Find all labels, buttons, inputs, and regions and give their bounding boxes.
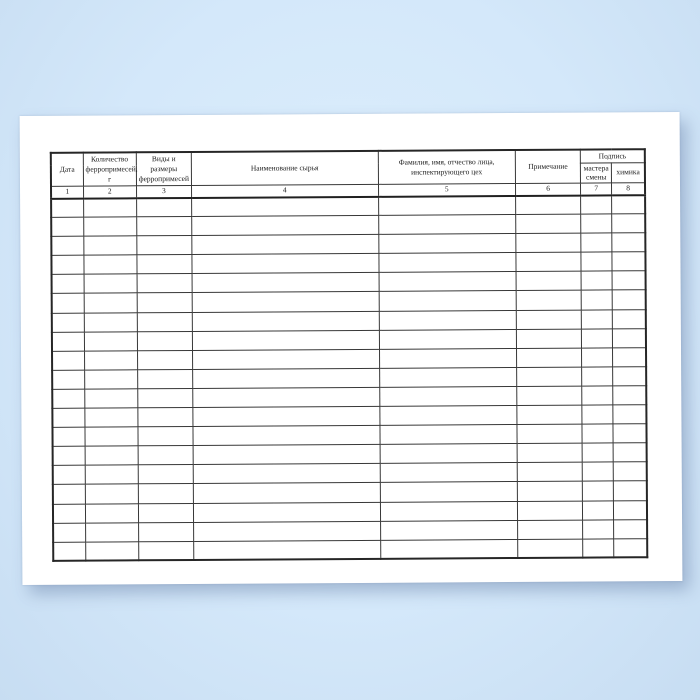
empty-cell [53,504,85,523]
col-header-chemist: химика [612,162,645,183]
empty-cell [612,214,645,233]
empty-cell [378,215,516,235]
empty-cell [193,483,380,503]
col-header-shift-master: мастера смены [581,162,612,183]
empty-cell [379,386,517,406]
empty-cell [517,443,582,462]
column-number: 6 [515,183,580,195]
empty-cell [192,292,379,312]
column-number: 7 [581,183,612,195]
empty-cell [51,255,83,274]
column-number: 1 [51,186,83,198]
empty-cell [612,290,645,309]
empty-cell [517,501,582,520]
empty-cell [581,290,612,309]
col-header-quantity: Количество ферропримесей, г [83,152,136,186]
column-number: 3 [136,185,191,197]
empty-cell [613,367,646,386]
header-row [51,149,645,166]
empty-cell [137,312,192,331]
empty-cell [137,350,192,369]
empty-cell [378,195,516,215]
empty-cell [53,485,85,504]
empty-cell [517,481,582,500]
empty-cell [380,463,518,483]
empty-cell [52,370,84,389]
empty-cell [83,217,136,236]
empty-cell [53,523,85,542]
table-body [51,195,647,561]
empty-cell [613,328,646,347]
col-header-date: Дата [51,153,83,187]
empty-cell [138,541,193,560]
empty-cell [516,214,581,233]
document-page [20,112,683,585]
empty-cell [192,254,379,274]
column-number: 2 [83,186,136,198]
empty-cell [138,407,193,426]
empty-cell [613,424,646,443]
column-number: 8 [612,183,645,195]
empty-cell [84,331,137,350]
empty-cell [84,389,137,408]
empty-cell [517,405,582,424]
empty-cell [612,252,645,271]
empty-cell [518,520,583,539]
empty-cell [52,313,84,332]
empty-cell [581,309,612,328]
empty-cell [613,309,646,328]
column-number: 5 [378,183,516,196]
empty-cell [138,427,193,446]
empty-cell [380,425,518,445]
empty-cell [51,236,83,255]
empty-cell [192,235,379,255]
empty-cell [136,197,191,216]
empty-cell [582,443,613,462]
empty-cell [581,252,612,271]
empty-cell [583,481,614,500]
empty-cell [581,214,612,233]
empty-cell [193,521,380,541]
empty-cell [137,331,192,350]
empty-cell [192,215,379,235]
empty-cell [582,405,613,424]
empty-cell [612,233,645,252]
empty-cell [516,291,581,310]
empty-cell [380,520,518,540]
empty-cell [614,481,647,500]
empty-cell [612,195,645,214]
empty-cell [138,465,193,484]
empty-cell [83,198,136,217]
empty-cell [84,293,137,312]
empty-cell [613,386,646,405]
empty-cell [52,427,84,446]
empty-cell [582,329,613,348]
empty-cell [138,388,193,407]
empty-cell [192,330,379,350]
table-row [53,538,647,561]
empty-cell [85,427,138,446]
empty-cell [53,446,85,465]
empty-cell [136,217,191,236]
empty-cell [614,519,647,538]
empty-cell [582,386,613,405]
empty-cell [85,446,138,465]
empty-cell [581,271,612,290]
col-header-signature-group: Подпись [580,149,644,162]
empty-cell [517,348,582,367]
empty-cell [380,482,518,502]
empty-cell [516,310,581,329]
empty-cell [379,406,517,426]
empty-cell [53,542,85,561]
empty-cell [516,271,581,290]
empty-cell [516,195,581,214]
empty-cell [582,424,613,443]
empty-cell [517,424,582,443]
empty-cell [193,502,380,522]
empty-cell [52,408,84,427]
empty-cell [192,273,379,293]
empty-cell [84,370,137,389]
empty-cell [194,540,381,560]
empty-cell [613,462,646,481]
empty-cell [193,406,380,426]
column-number: 4 [191,184,378,197]
empty-cell [583,500,614,519]
empty-cell [582,348,613,367]
empty-cell [85,465,138,484]
empty-cell [379,310,517,330]
empty-cell [138,503,193,522]
table-header [51,149,645,198]
empty-cell [51,198,83,217]
empty-cell [379,367,517,387]
empty-cell [582,367,613,386]
empty-cell [84,274,137,293]
empty-cell [380,501,518,521]
empty-cell [52,351,84,370]
empty-cell [379,291,517,311]
empty-cell [517,367,582,386]
empty-cell [137,369,192,388]
col-header-note: Примечание [515,150,580,184]
empty-cell [84,255,137,274]
empty-cell [516,233,581,252]
col-header-person: Фамилия, имя, отчество лица, инспектирующего цех [378,150,516,184]
empty-cell [53,465,85,484]
empty-cell [614,538,647,557]
empty-cell [138,522,193,541]
empty-cell [378,253,516,273]
empty-cell [581,233,612,252]
empty-cell [518,539,583,558]
journal-table [50,148,648,562]
empty-cell [613,405,646,424]
empty-cell [583,539,614,558]
empty-cell [52,332,84,351]
empty-cell [614,500,647,519]
empty-cell [192,196,379,216]
empty-cell [52,389,84,408]
empty-cell [51,217,83,236]
col-header-types: Виды и размеры ферропримесей [136,152,191,186]
empty-cell [138,446,193,465]
empty-cell [84,408,137,427]
empty-cell [85,503,138,522]
empty-cell [137,255,192,274]
empty-cell [583,519,614,538]
empty-cell [52,275,84,294]
empty-cell [85,522,138,541]
empty-cell [193,387,380,407]
empty-cell [517,386,582,405]
empty-cell [193,368,380,388]
empty-cell [516,329,581,348]
empty-cell [517,462,582,481]
empty-cell [84,312,137,331]
empty-cell [193,425,380,445]
empty-cell [379,329,517,349]
empty-cell [85,541,138,560]
empty-cell [380,539,518,559]
empty-cell [516,252,581,271]
empty-cell [193,445,380,465]
empty-cell [85,484,138,503]
empty-cell [137,236,192,255]
empty-cell [582,462,613,481]
empty-cell [83,236,136,255]
empty-cell [52,294,84,313]
empty-cell [138,484,193,503]
empty-cell [192,349,379,369]
empty-cell [581,195,612,214]
col-header-material: Наименование сырья [191,151,378,186]
empty-cell [378,234,516,254]
empty-cell [137,274,192,293]
empty-cell [193,464,380,484]
empty-cell [612,271,645,290]
empty-cell [137,293,192,312]
empty-cell [192,311,379,331]
empty-cell [380,444,518,464]
empty-cell [613,347,646,366]
empty-cell [379,348,517,368]
empty-cell [613,443,646,462]
empty-cell [379,272,517,292]
empty-cell [84,351,137,370]
